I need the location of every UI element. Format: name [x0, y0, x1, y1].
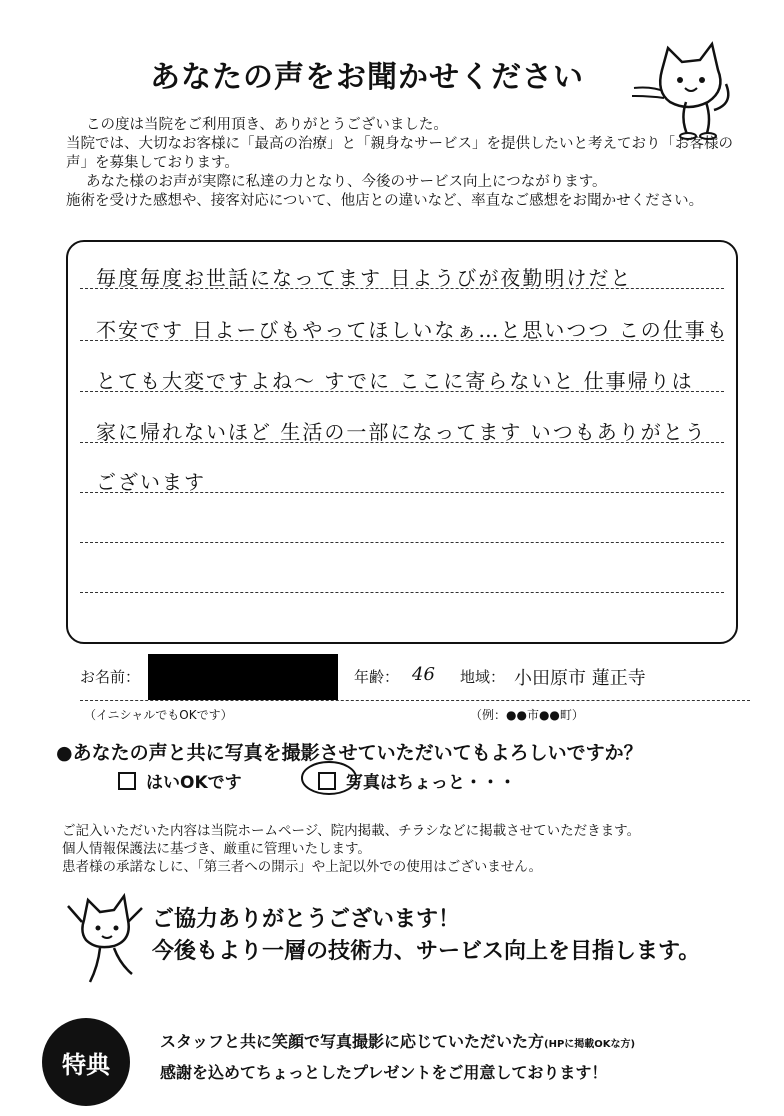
notice-line: 個人情報保護法に基づき、厳重に管理いたします。 — [62, 841, 371, 857]
age-value: 46 — [412, 664, 435, 685]
comment-line: ございます — [96, 470, 206, 494]
yes-checkbox[interactable] — [118, 772, 136, 790]
writing-line — [80, 592, 724, 593]
thanks-line: ご協力ありがとうございます！ — [152, 907, 461, 932]
notice-line: ご記入いただいた内容は当院ホームページ、院内掲載、チラシなどに掲載させていただきます。 — [62, 823, 641, 839]
perk-line: スタッフと共に笑顔で写真撮影に応じていただいた方 — [160, 1032, 545, 1051]
selection-circle-icon — [298, 758, 360, 798]
perk-text — [160, 1028, 770, 1087]
page-title: あなたの声をお聞かせください — [150, 60, 584, 95]
comment-line: とても大変ですよね〜 すでに ここに寄らないと 仕事帰りは — [96, 369, 694, 393]
no-label: 写真はちょっと・・・ — [346, 773, 516, 793]
comment-box — [66, 240, 738, 644]
area-value: 小田原市 蓮正寺 — [514, 668, 646, 689]
privacy-notice — [62, 822, 762, 876]
perk-badge: 特典 — [42, 1018, 130, 1106]
comment-line: 不安です 日よーびもやってほしいなぁ…と思いつつ この仕事も — [96, 318, 729, 342]
photo-question: ●あなたの声と共に写真を撮影させていただいてもよろしいですか？ — [56, 742, 643, 764]
dancing-cat-icon — [62, 892, 146, 988]
perk-note: (HPに掲載OKな方) — [544, 1039, 636, 1050]
photo-option-yes[interactable] — [118, 768, 242, 793]
notice-line: 患者様の承諾なしに、「第三者への開示」や上記以外での使用はございません。 — [62, 859, 543, 875]
name-label: お名前： — [80, 668, 141, 686]
intro-line: 当院では、大切なお客様に「最高の治療」と「親身なサービス」を提供したいと考えており「お客様の声」を募集しております。 — [66, 136, 733, 171]
name-redaction — [148, 654, 338, 700]
comment-line: 毎度毎度お世話になってます 日ようびが夜勤明けだと — [96, 266, 633, 290]
comment-line: 家に帰れないほど 生活の一部になってます いつもありがとう — [96, 420, 707, 444]
thanks-message — [152, 904, 700, 968]
intro-line: 施術を受けた感想や、接客対応について、他店との違いなど、率直なご感想をお聞かせください。 — [66, 193, 704, 209]
intro-text — [66, 116, 746, 211]
name-note: （イニシャルでもOKです） — [84, 708, 233, 722]
form-underline — [80, 700, 750, 701]
intro-line: あなた様のお声が実際に私達の力となり、今後のサービス向上につながります。 — [86, 174, 607, 190]
perk-line: 感謝を込めてちょっとしたプレゼントをご用意しております！ — [160, 1063, 608, 1082]
area-note: （例：●●市●●町） — [470, 708, 584, 722]
intro-line: この度は当院をご利用頂き、ありがとうございました。 — [86, 117, 448, 133]
age-label: 年齢： — [354, 668, 400, 686]
area-label: 地域： — [460, 668, 506, 686]
writing-line — [80, 542, 724, 543]
thanks-line: 今後もより一層の技術力、サービス向上を目指します。 — [152, 939, 701, 964]
yes-label: はいOKです — [146, 773, 242, 793]
